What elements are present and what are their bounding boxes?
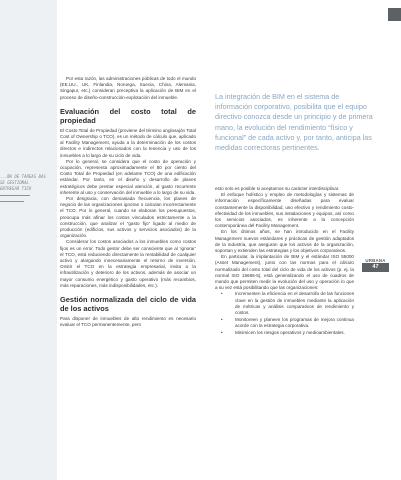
sketch-line-3: ENTREGAR TICK: [0, 186, 32, 191]
column-right: [215, 186, 354, 336]
pull-quote: La integración de BIM en el sistema de información corporativo, posibilita que el equipo directivo conozca desde un principio y de primera mano, la evolución del rendimiento “físico y funcional” de cada activo y, por tanto, anticipa las medidas correctoras pertinentes.: [215, 92, 373, 153]
bullet-list: [215, 291, 354, 335]
left-photo-strip: [0, 0, 57, 480]
list-item: • Minimicen los riesgos operativos y medioambientales.: [235, 330, 354, 336]
sketch-line-1: ...ÑA DE TAREAS BAS: [0, 174, 46, 179]
sketch-handwriting: [0, 174, 57, 192]
sketch-stroke: [0, 201, 24, 202]
paragraph: esto solo es posible si aceptamos su carácter interdisciplinar.: [215, 186, 340, 191]
column-left: [60, 76, 196, 329]
paragraph: En particular, la implantación de BIM y el estándar ISO 55000 (Asset Management), junto con las normas para el cálculo normalizado del costo total del ciclo de vida de los activos (p. ej. la normal ISO 15686-5), está generalizando el uso de cuadros de mando que permiten medir la evolución del uso y operación lo que a su vez está posibilitando que las organizaciones:: [215, 254, 354, 291]
paragraph: El Costo Total de Propiedad (proviene del término anglosajón Total Cost of Ownership o TCO), es un método de cálculo que, aplicado al Facility Management, ayuda a la determinación de los costos directos e indirectos relacionados con la tenencia y uso de los inmuebles a lo largo de su ciclo de vida.: [60, 127, 196, 158]
paragraph: En los últimos años, se han introducido en el Facility Management nuevos estándares y prácticas de gestión adaptados de la industria, que aseguran que los activos de la organización, soportan y extienden las estrategias y los objetivos corporativos.: [215, 229, 354, 254]
paragraph: Para disponer de inmuebles de alto rendimiento es necesario evaluar el TCO permanentemente, pero: [60, 316, 196, 328]
list-item: • Monitoreen y planeen los programas de mejora continua acorde con la estrategia corporativa.: [235, 317, 354, 329]
corner-tab: [388, 8, 401, 21]
heading-tco: Evaluación del costo total de propiedad: [60, 106, 196, 125]
paragraph: El enfoque holístico y empleo de metodologías y sistemas de información específicamente diseñadas para evaluar constantemente la disponibilidad, uso efectivo y rendimiento costo-efectividad de los inmuebles, sus instalaciones y equipos, así como los servicios asociados, es inherente a la concepción contemporánea del Facility Management.: [215, 192, 354, 229]
paragraph: Por lo general, se considera que el costo de operación y ocupación, representa aproximadamente el 80 por ciento del Costo Total de Propiedad (en adelante TCO) de una edificación estándar. Por tanto, en el diseño y desarrollo de planes estratégicos debe prestar especial atención, al gasto recurrente inherente al uso y conservación del inmueble a lo largo de su vida.: [60, 158, 196, 195]
intro-paragraph: Por esta razón, las administraciones públicas de todo el mundo (EE.UU., UK, Finlandia, Noruega, Suecia, China, Alemania, Singapur, etc.) consideran preceptiva la aplicación de BIM en el proceso de diseño-construcción-explotación del inmueble.: [60, 76, 196, 100]
paragraph: Por desgracia, con demasiada frecuencia, los planes de negocio de las organizaciones ignoran o calculan incorrectamente el TCO. Por lo general, cuando se elaboran los presupuestos, preocupa más afinar los costos vinculados estrictamente a la construcción, que analizar el “gasto fijo” ligado al medio de producción (edificios, sus activos y servicios asociados) de la organización.: [60, 196, 196, 239]
paragraph: Considerar los costos asociados a los inmuebles como costos fijos es un error. Todo gestor debe ser consciente que al ‘ignorar’ el TCO, está reduciendo directamente la rentabilidad de cualquier activo y alargando innecesariamente el retorno de inversión. Omitir el TCO en la estrategia empresarial, invita a la infrautilización y deterioro de los activos, además de asociar un mayor consumo energético y gasto operativo (más recambios, más reparaciones, más indisponibilidades, etc.).: [60, 239, 196, 288]
list-item: • Incrementen la eficiencia en el desarrollo de las funciones clave en la gestión de inmuebles mediante la aplicación de métricas y análisis comparativos de rendimiento y costos.: [235, 291, 354, 316]
section-label: URBANA: [365, 258, 386, 263]
heading-lifecycle: Gestión normalizada del ciclo de vida de los activos: [60, 295, 196, 314]
page-number: 47: [362, 263, 389, 272]
sketch-stroke: [0, 195, 30, 196]
sketch-line-2: SE GESTIONAL: [0, 180, 29, 185]
